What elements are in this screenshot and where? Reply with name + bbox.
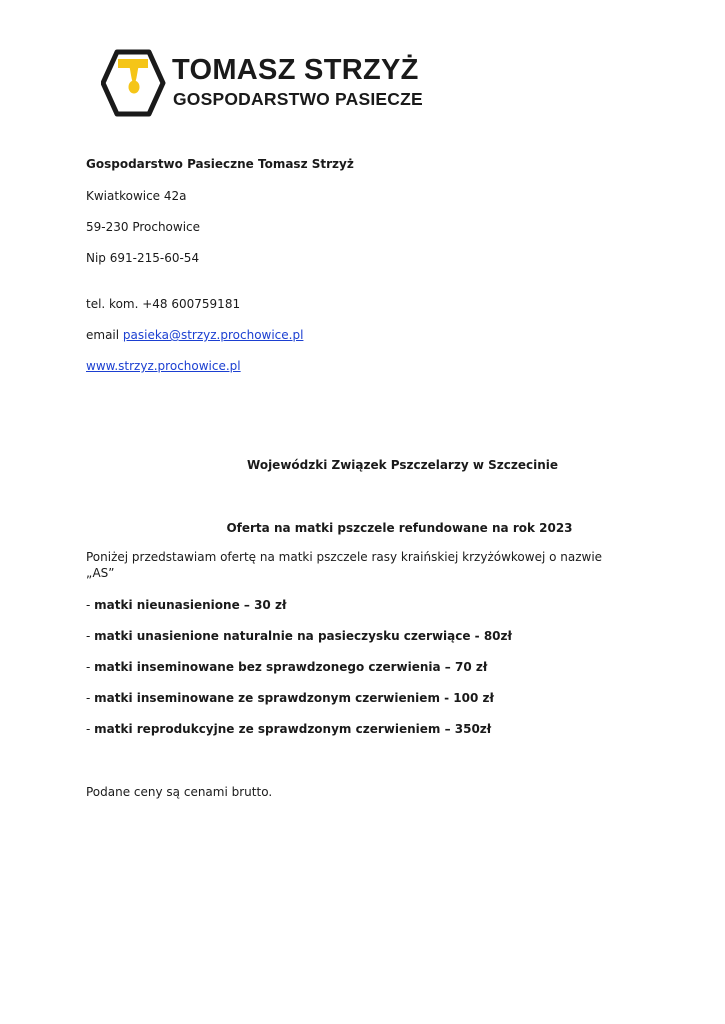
logo-title: TOMASZ STRZYŻ xyxy=(172,54,419,86)
price-item: - matki nieunasienione – 30 zł xyxy=(86,598,287,612)
website-link[interactable]: www.strzyz.prochowice.pl xyxy=(86,359,241,373)
price-item: - matki reprodukcyjne ze sprawdzonym czerwieniem – 350zł xyxy=(86,722,492,736)
logo-subtitle: GOSPODARSTWO PASIECZE xyxy=(173,89,423,109)
offer-intro-line2: „AS” xyxy=(86,566,115,580)
sender-name: Gospodarstwo Pasieczne Tomasz Strzyż xyxy=(86,157,354,171)
honeycomb-drip-icon xyxy=(101,48,167,118)
price-item: - matki inseminowane ze sprawdzonym czerwieniem - 100 zł xyxy=(86,691,494,705)
sender-city: 59-230 Prochowice xyxy=(86,220,201,234)
offer-intro-line1: Poniżej przedstawiam ofertę na matki pszczele rasy kraińskiej krzyżówkowej o nazwie xyxy=(86,550,603,564)
sender-email-line xyxy=(86,328,303,342)
website-line xyxy=(86,359,241,373)
recipient: Wojewódzki Związek Pszczelarzy w Szczecinie xyxy=(247,458,558,472)
offer-title: Oferta na matki pszczele refundowane na rok 2023 xyxy=(226,521,573,535)
email-link[interactable]: pasieka@strzyz.prochowice.pl xyxy=(122,328,304,342)
price-footer: Podane ceny są cenami brutto. xyxy=(86,785,273,799)
price-item: - matki unasienione naturalnie na pasieczysku czerwiące - 80zł xyxy=(86,629,512,643)
sender-phone: tel. kom. +48 600759181 xyxy=(86,297,241,311)
sender-nip: Nip 691-215-60-54 xyxy=(86,251,200,265)
email-label: email xyxy=(86,328,123,342)
logo xyxy=(101,48,423,118)
sender-street: Kwiatkowice 42a xyxy=(86,189,187,203)
price-item: - matki inseminowane bez sprawdzonego czerwienia – 70 zł xyxy=(86,660,488,674)
